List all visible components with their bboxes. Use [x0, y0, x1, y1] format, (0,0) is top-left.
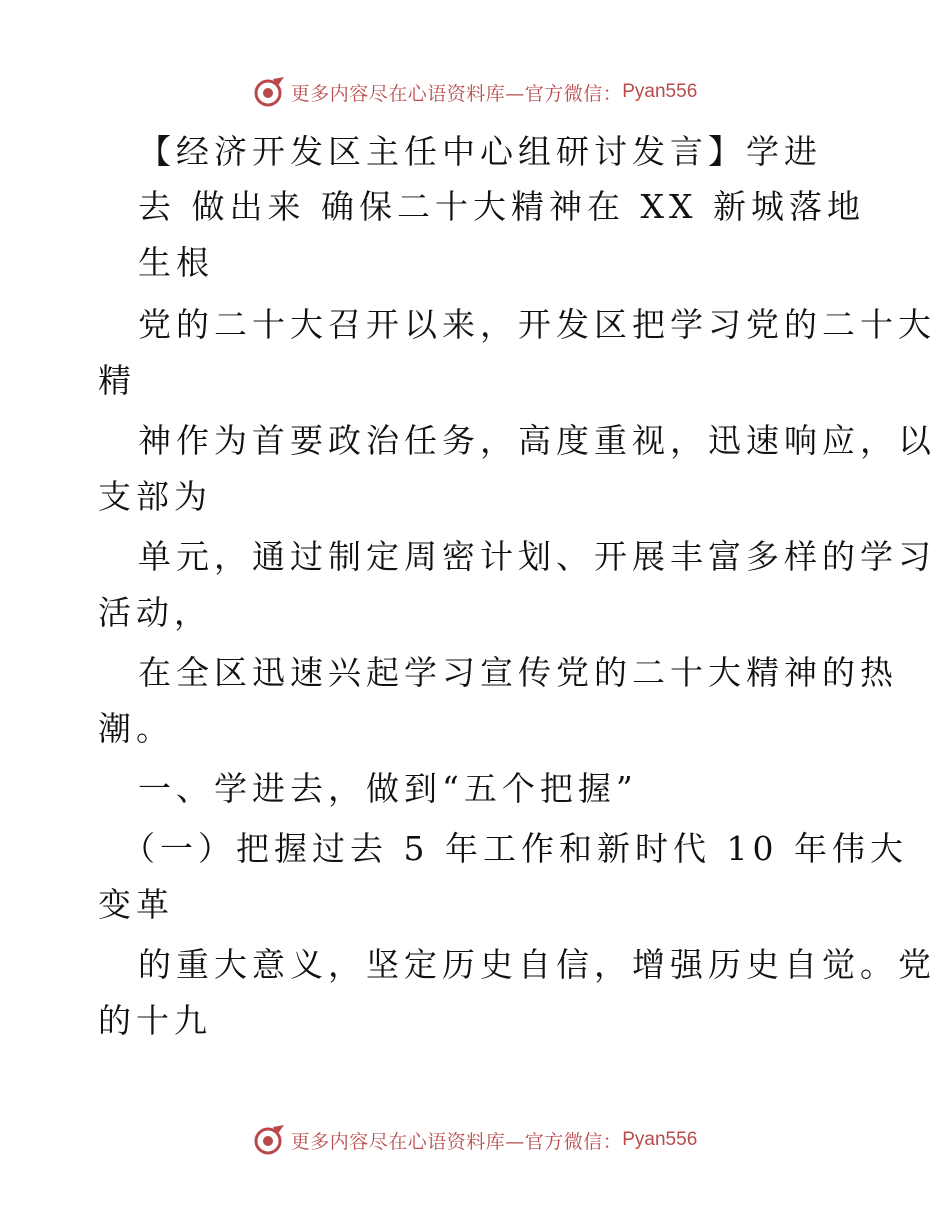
text-line: 的重大意义，坚定历史自信，增强历史自觉。党	[138, 945, 936, 984]
text-line: （一）把握过去 5 年工作和新时代 10 年伟大	[122, 829, 908, 868]
logo-icon	[253, 75, 287, 109]
text-line: 精	[98, 361, 136, 400]
text-line: 的十九	[98, 1001, 212, 1040]
text-line: 变革	[98, 885, 174, 924]
text-line: 潮。	[98, 709, 174, 748]
text-line: 生根	[138, 243, 214, 282]
text-line: 去 做出来 确保二十大精神在 XX 新城落地	[138, 187, 865, 226]
watermark-text: 更多内容尽在心语资料库—官方微信：	[290, 82, 623, 105]
section-heading: 一、学进去，做到“五个把握”	[138, 769, 638, 808]
logo-icon	[253, 1123, 287, 1157]
watermark-id: Pyan556	[622, 81, 698, 102]
watermark-id: Pyan556	[622, 1129, 698, 1150]
watermark-text: 更多内容尽在心语资料库—官方微信：	[290, 1130, 623, 1153]
text-line: 党的二十大召开以来，开发区把学习党的二十大	[138, 305, 936, 344]
text-line: 单元，通过制定周密计划、开展丰富多样的学习	[138, 537, 936, 576]
text-line: 神作为首要政治任务，高度重视，迅速响应，以	[138, 421, 936, 460]
text-line: 在全区迅速兴起学习宣传党的二十大精神的热	[138, 653, 898, 692]
watermark-banner-bottom	[0, 1120, 950, 1160]
text-line: 支部为	[98, 477, 212, 516]
watermark-banner-top	[0, 72, 950, 112]
text-line: 活动，	[98, 593, 212, 632]
text-line: 【经济开发区主任中心组研讨发言】学进	[138, 132, 822, 171]
